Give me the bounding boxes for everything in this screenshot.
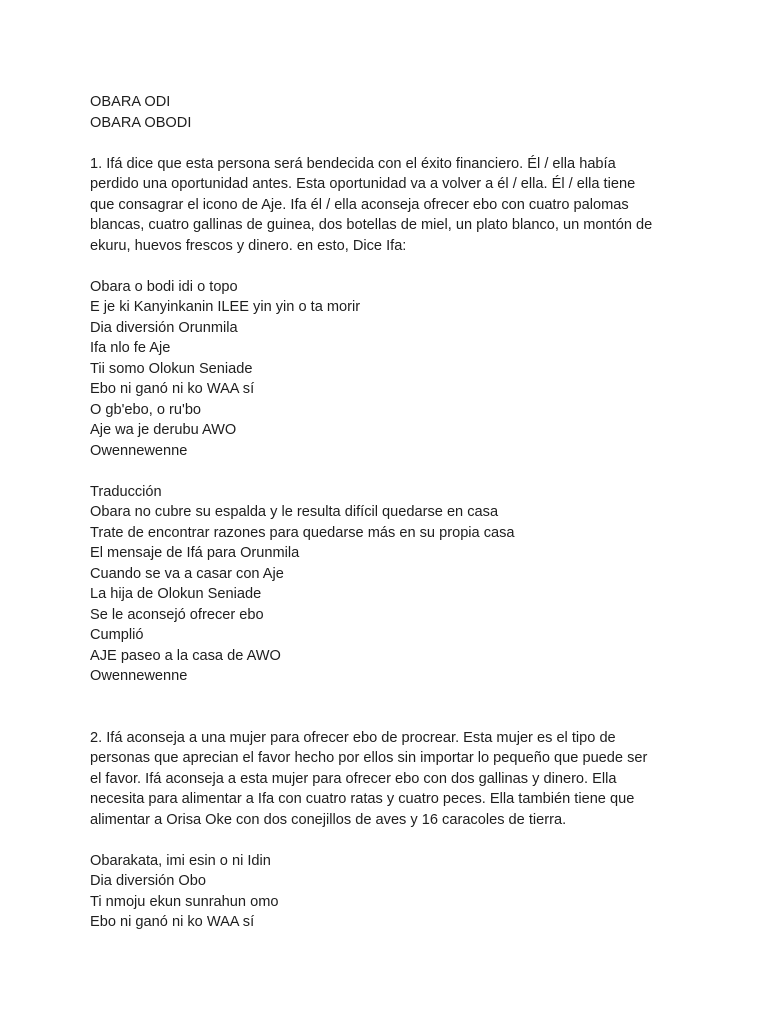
- verse-line: Owennewenne: [90, 442, 188, 459]
- verse-line: Ifa nlo fe Aje: [90, 340, 171, 356]
- verse-line: E je ki Kanyinkanin ILEE yin yin o ta morir: [90, 299, 361, 315]
- section1-translation: [90, 482, 690, 687]
- translation-line: Owennewenne: [90, 668, 188, 684]
- section2-verse: [90, 851, 690, 933]
- section1-verse: [90, 277, 690, 462]
- translation-line: Trate de encontrar razones para quedarse más en su propia casa: [90, 524, 515, 541]
- verse-line: Dia diversión Obo: [90, 873, 206, 889]
- document-page: [90, 92, 690, 933]
- translation-line: La hija de Olokun Seniade: [90, 586, 262, 602]
- section1-paragraph: [90, 154, 690, 257]
- paragraph-line: 2. Ifá aconseja a una mujer para ofrecer ebo de procrear. Esta mujer es el tipo de: [90, 729, 616, 746]
- verse-line: Dia diversión Orunmila: [90, 319, 238, 336]
- translation-heading: Traducción: [90, 483, 162, 500]
- verse-line: Ti nmoju ekun sunrahun omo: [90, 893, 279, 910]
- title-line: OBARA ODI: [90, 94, 171, 110]
- verse-line: Ebo ni ganó ni ko WAA sí: [90, 914, 255, 930]
- spacer: [90, 133, 690, 154]
- spacer: [90, 687, 690, 728]
- verse-line: O gb'ebo, o ru'bo: [90, 401, 202, 418]
- verse-line: Aje wa je derubu AWO: [90, 422, 237, 438]
- verse-line: Obara o bodi idi o topo: [90, 278, 238, 295]
- spacer: [90, 830, 690, 851]
- verse-line: Ebo ni ganó ni ko WAA sí: [90, 381, 255, 397]
- translation-line: Se le aconsejó ofrecer ebo: [90, 606, 264, 623]
- translation-line: Cumplió: [90, 627, 144, 643]
- paragraph-line: necesita para alimentar a Ifa con cuatro ratas y cuatro peces. Ella también tiene que: [90, 791, 635, 807]
- paragraph-line: personas que aprecian el favor hecho por ellos sin importar lo pequeño que puede ser: [90, 750, 648, 766]
- spacer: [90, 461, 690, 482]
- paragraph-line: ekuru, huevos frescos y dinero. en esto, Dice Ifa:: [90, 237, 407, 254]
- document-title: [90, 92, 690, 133]
- verse-line: Tii somo Olokun Seniade: [90, 360, 253, 377]
- translation-line: El mensaje de Ifá para Orunmila: [90, 545, 300, 561]
- verse-line: Obarakata, imi esin o ni Idin: [90, 852, 271, 869]
- paragraph-line: perdido una oportunidad antes. Esta oportunidad va a volver a él / ella. Él / ella tiene: [90, 176, 636, 192]
- paragraph-line: el favor. Ifá aconseja a esta mujer para ofrecer ebo con dos gallinas y dinero. Ella: [90, 770, 617, 787]
- subtitle-line: OBARA OBODI: [90, 114, 192, 131]
- paragraph-line: blancas, cuatro gallinas de guinea, dos botellas de miel, un plato blanco, un montón de: [90, 217, 653, 233]
- translation-line: Obara no cubre su espalda y le resulta difícil quedarse en casa: [90, 504, 499, 520]
- spacer: [90, 256, 690, 277]
- paragraph-line: alimentar a Orisa Oke con dos conejillos de aves y 16 caracoles de tierra.: [90, 811, 567, 828]
- paragraph-line: que consagrar el icono de Aje. Ifa él / ella aconseja ofrecer ebo con cuatro palomas: [90, 196, 629, 213]
- section2-paragraph: [90, 728, 690, 831]
- paragraph-line: 1. Ifá dice que esta persona será bendecida con el éxito financiero. Él / ella había: [90, 155, 616, 172]
- translation-line: AJE paseo a la casa de AWO: [90, 647, 281, 664]
- translation-line: Cuando se va a casar con Aje: [90, 565, 284, 582]
